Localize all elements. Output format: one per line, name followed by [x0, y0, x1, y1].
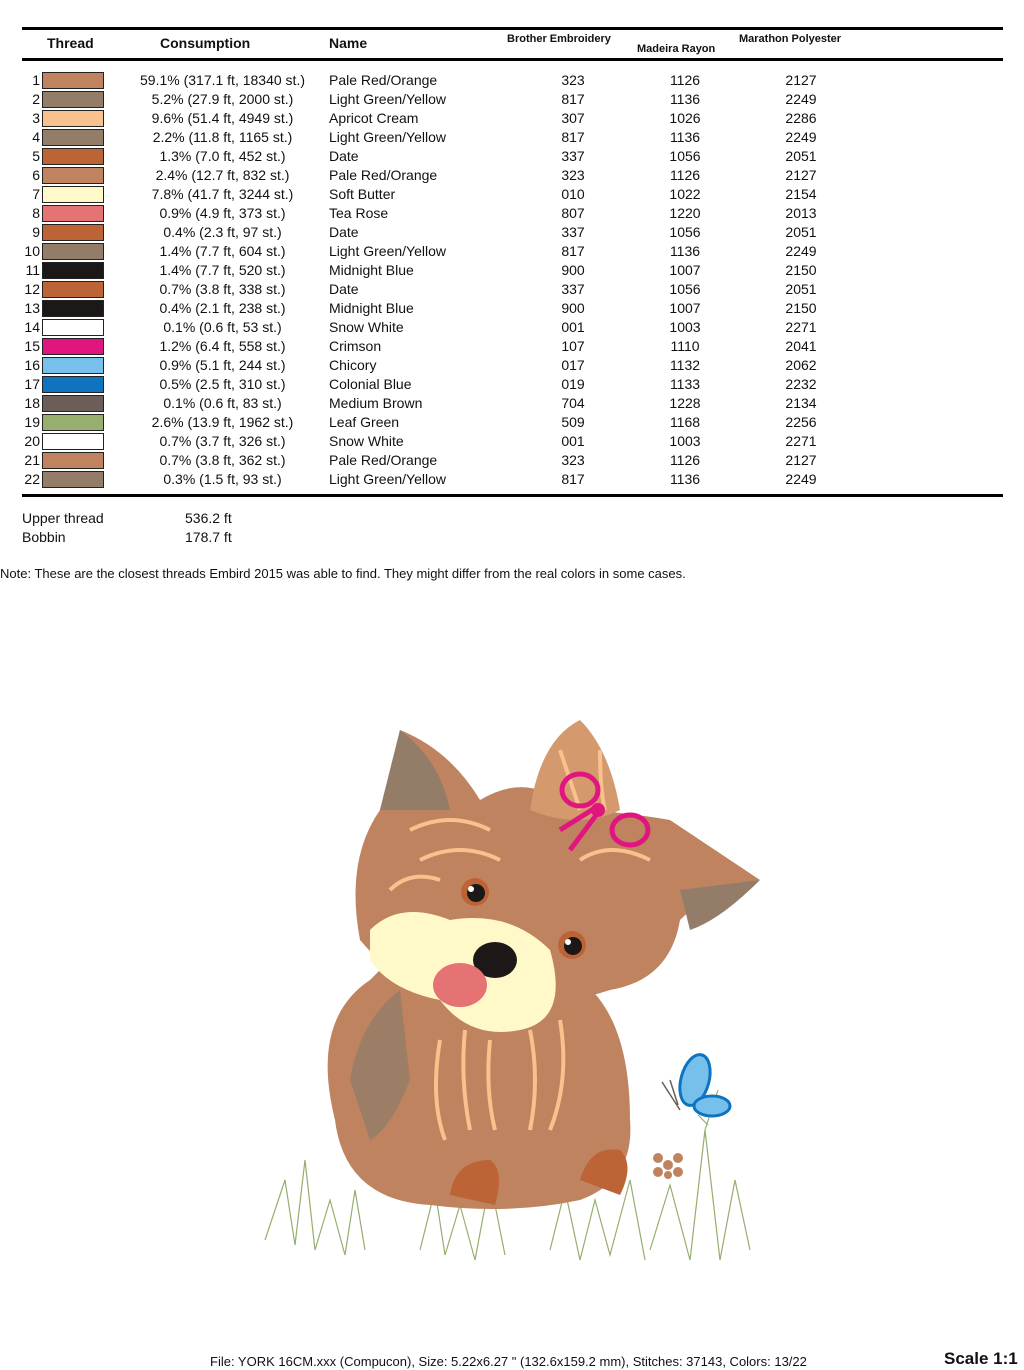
table-row [0, 184, 1024, 203]
madeira-code-cell: 1126 [669, 452, 701, 468]
marathon-code-cell: 2051 [785, 148, 817, 164]
marathon-code-cell: 2271 [785, 319, 817, 335]
thread-number: 19 [24, 414, 40, 430]
table-header-rule [22, 58, 1003, 61]
header-consumption: Consumption [160, 35, 251, 51]
table-row [0, 165, 1024, 184]
thread-name-cell: Midnight Blue [329, 262, 414, 278]
thread-name-cell: Light Green/Yellow [329, 243, 447, 259]
consumption-cell: 0.7% (3.8 ft, 362 st.) [159, 452, 286, 468]
brother-code-cell: 107 [561, 338, 585, 354]
thread-name-cell: Crimson [329, 338, 382, 354]
table-row [0, 279, 1024, 298]
thread-number: 17 [24, 376, 40, 392]
consumption-cell: 0.7% (3.8 ft, 338 st.) [159, 281, 286, 297]
consumption-cell: 1.2% (6.4 ft, 558 st.) [159, 338, 286, 354]
madeira-code-cell: 1003 [669, 433, 701, 449]
marathon-code-cell: 2051 [785, 224, 817, 240]
color-swatch [42, 433, 104, 450]
marathon-code-cell: 2271 [785, 433, 817, 449]
brother-code-cell: 817 [561, 129, 585, 145]
thread-name-cell: Pale Red/Orange [329, 167, 438, 183]
thread-name-cell: Medium Brown [329, 395, 423, 411]
color-swatch [42, 338, 104, 355]
brother-code-cell: 001 [561, 433, 585, 449]
thread-number: 10 [24, 243, 40, 259]
color-swatch [42, 300, 104, 317]
thread-number: 21 [24, 452, 40, 468]
brother-code-cell: 010 [561, 186, 585, 202]
consumption-cell: 0.1% (0.6 ft, 53 st.) [163, 319, 282, 335]
thread-number: 22 [24, 471, 40, 487]
thread-number: 15 [24, 338, 40, 354]
header-thread: Thread [47, 35, 94, 51]
brother-code-cell: 704 [561, 395, 585, 411]
brother-code-cell: 900 [561, 300, 585, 316]
thread-name-cell: Date [329, 281, 359, 297]
color-swatch [42, 319, 104, 336]
table-row [0, 317, 1024, 336]
thread-name-cell: Pale Red/Orange [329, 72, 438, 88]
thread-name-cell: Leaf Green [329, 414, 400, 430]
madeira-code-cell: 1220 [669, 205, 701, 221]
table-bottom-rule [22, 494, 1003, 497]
table-row [0, 70, 1024, 89]
embroidery-preview [250, 660, 770, 1280]
thread-name-cell: Soft Butter [329, 186, 396, 202]
madeira-code-cell: 1133 [669, 376, 701, 392]
marathon-code-cell: 2249 [785, 129, 817, 145]
butterfly-icon [662, 1051, 730, 1116]
madeira-code-cell: 1026 [669, 110, 701, 126]
marathon-code-cell: 2256 [785, 414, 817, 430]
thread-number: 20 [24, 433, 40, 449]
header-brother: Brother Embroidery [507, 33, 611, 45]
thread-name-cell: Date [329, 224, 359, 240]
marathon-code-cell: 2127 [785, 72, 817, 88]
table-row [0, 374, 1024, 393]
madeira-code-cell: 1007 [669, 262, 701, 278]
brother-code-cell: 817 [561, 91, 585, 107]
color-swatch [42, 262, 104, 279]
madeira-code-cell: 1228 [669, 395, 701, 411]
brother-code-cell: 337 [561, 281, 585, 297]
brother-code-cell: 307 [561, 110, 585, 126]
bobbin-value: 178.7 ft [185, 529, 232, 545]
madeira-code-cell: 1007 [669, 300, 701, 316]
madeira-code-cell: 1110 [670, 338, 700, 354]
consumption-cell: 59.1% (317.1 ft, 18340 st.) [140, 72, 305, 88]
tongue-shape [433, 963, 487, 1007]
upper-thread-label: Upper thread [22, 510, 104, 526]
brother-code-cell: 323 [561, 72, 585, 88]
marathon-code-cell: 2286 [785, 110, 817, 126]
color-swatch [42, 148, 104, 165]
table-row [0, 336, 1024, 355]
consumption-cell: 0.4% (2.3 ft, 97 st.) [163, 224, 282, 240]
marathon-code-cell: 2127 [785, 167, 817, 183]
table-row [0, 412, 1024, 431]
consumption-cell: 0.9% (4.9 ft, 373 st.) [159, 205, 286, 221]
consumption-cell: 2.4% (12.7 ft, 832 st.) [155, 167, 290, 183]
madeira-code-cell: 1022 [669, 186, 701, 202]
thread-number: 16 [24, 357, 40, 373]
marathon-code-cell: 2150 [785, 262, 817, 278]
color-swatch [42, 414, 104, 431]
color-swatch [42, 205, 104, 222]
color-swatch [42, 224, 104, 241]
thread-name-cell: Light Green/Yellow [329, 471, 447, 487]
thread-name-cell: Chicory [329, 357, 377, 373]
table-row [0, 393, 1024, 412]
table-row [0, 355, 1024, 374]
madeira-code-cell: 1126 [669, 72, 701, 88]
marathon-code-cell: 2232 [785, 376, 817, 392]
brother-code-cell: 323 [561, 452, 585, 468]
consumption-cell: 1.4% (7.7 ft, 520 st.) [159, 262, 286, 278]
thread-number: 6 [32, 167, 40, 183]
thread-number: 11 [25, 262, 40, 278]
table-row [0, 241, 1024, 260]
header-marathon: Marathon Polyester [739, 33, 842, 45]
marathon-code-cell: 2041 [785, 338, 817, 354]
brother-code-cell: 337 [561, 224, 585, 240]
consumption-cell: 0.1% (0.6 ft, 83 st.) [163, 395, 282, 411]
color-swatch [42, 357, 104, 374]
marathon-code-cell: 2062 [785, 357, 817, 373]
color-swatch [42, 167, 104, 184]
marathon-code-cell: 2249 [785, 91, 817, 107]
color-swatch [42, 91, 104, 108]
consumption-cell: 1.4% (7.7 ft, 604 st.) [159, 243, 286, 259]
madeira-code-cell: 1136 [669, 91, 701, 107]
madeira-code-cell: 1056 [669, 281, 701, 297]
note-text: Note: These are the closest threads Embird 2015 was able to find. They might differ from the real colors in some cases. [0, 566, 686, 581]
thread-name-cell: Pale Red/Orange [329, 452, 438, 468]
marathon-code-cell: 2127 [785, 452, 817, 468]
marathon-code-cell: 2150 [785, 300, 817, 316]
marathon-code-cell: 2134 [785, 395, 817, 411]
consumption-cell: 0.9% (5.1 ft, 244 st.) [159, 357, 286, 373]
color-swatch [42, 72, 104, 89]
file-info: File: YORK 16CM.xxx (Compucon), Size: 5.22x6.27 " (132.6x159.2 mm), Stitches: 37143, Colors: 13/22 [210, 1354, 807, 1369]
table-row [0, 89, 1024, 108]
brother-code-cell: 817 [561, 243, 585, 259]
table-row [0, 203, 1024, 222]
color-swatch [42, 110, 104, 127]
madeira-code-cell: 1056 [669, 148, 701, 164]
thread-name-cell: Midnight Blue [329, 300, 414, 316]
marathon-code-cell: 2249 [785, 471, 817, 487]
thread-number: 9 [32, 224, 40, 240]
brother-code-cell: 807 [561, 205, 585, 221]
consumption-cell: 1.3% (7.0 ft, 452 st.) [159, 148, 286, 164]
marathon-code-cell: 2051 [785, 281, 817, 297]
thread-number: 7 [32, 186, 40, 202]
brother-code-cell: 900 [561, 262, 585, 278]
table-row [0, 108, 1024, 127]
brother-code-cell: 337 [561, 148, 585, 164]
madeira-code-cell: 1003 [669, 319, 701, 335]
bobbin-label: Bobbin [22, 529, 66, 545]
color-swatch [42, 471, 104, 488]
color-swatch [42, 186, 104, 203]
madeira-code-cell: 1136 [669, 471, 701, 487]
thread-number: 13 [24, 300, 40, 316]
madeira-code-cell: 1132 [669, 357, 701, 373]
thread-number: 4 [32, 129, 40, 145]
consumption-cell: 9.6% (51.4 ft, 4949 st.) [151, 110, 294, 126]
thread-number: 14 [24, 319, 40, 335]
header-madeira: Madeira Rayon [637, 43, 716, 55]
table-top-rule [22, 27, 1003, 30]
thread-name-cell: Light Green/Yellow [329, 91, 447, 107]
color-swatch [42, 243, 104, 260]
consumption-cell: 0.3% (1.5 ft, 93 st.) [163, 471, 282, 487]
header-name: Name [329, 35, 368, 51]
color-swatch [42, 452, 104, 469]
thread-name-cell: Snow White [329, 433, 404, 449]
color-swatch [42, 376, 104, 393]
table-row [0, 146, 1024, 165]
madeira-code-cell: 1056 [669, 224, 701, 240]
table-row [0, 222, 1024, 241]
scale-label: Scale 1:1 [944, 1349, 1018, 1368]
color-swatch [42, 129, 104, 146]
thread-number: 5 [32, 148, 40, 164]
table-row [0, 450, 1024, 469]
thread-name-cell: Date [329, 148, 359, 164]
table-row [0, 298, 1024, 317]
table-row [0, 431, 1024, 450]
madeira-code-cell: 1136 [669, 243, 701, 259]
brother-code-cell: 019 [561, 376, 585, 392]
table-row [0, 127, 1024, 146]
madeira-code-cell: 1168 [669, 414, 701, 430]
thread-number: 18 [24, 395, 40, 411]
consumption-cell: 0.7% (3.7 ft, 326 st.) [159, 433, 286, 449]
brother-code-cell: 001 [561, 319, 585, 335]
color-swatch [42, 281, 104, 298]
marathon-code-cell: 2249 [785, 243, 817, 259]
thread-name-cell: Snow White [329, 319, 404, 335]
consumption-cell: 0.4% (2.1 ft, 238 st.) [159, 300, 286, 316]
thread-number: 8 [32, 205, 40, 221]
marathon-code-cell: 2013 [785, 205, 817, 221]
brother-code-cell: 509 [561, 414, 585, 430]
flower-icon [653, 1153, 683, 1179]
marathon-code-cell: 2154 [785, 186, 817, 202]
brother-code-cell: 817 [561, 471, 585, 487]
thread-number: 2 [32, 91, 40, 107]
thread-name-cell: Tea Rose [329, 205, 389, 221]
madeira-code-cell: 1126 [669, 167, 701, 183]
table-row [0, 469, 1024, 488]
upper-thread-value: 536.2 ft [185, 510, 232, 526]
madeira-code-cell: 1136 [669, 129, 701, 145]
thread-name-cell: Colonial Blue [329, 376, 412, 392]
brother-code-cell: 017 [561, 357, 585, 373]
color-swatch [42, 395, 104, 412]
consumption-cell: 0.5% (2.5 ft, 310 st.) [159, 376, 286, 392]
consumption-cell: 5.2% (27.9 ft, 2000 st.) [151, 91, 294, 107]
thread-number: 1 [32, 72, 40, 88]
thread-number: 3 [32, 110, 40, 126]
consumption-cell: 2.6% (13.9 ft, 1962 st.) [151, 414, 294, 430]
table-row [0, 260, 1024, 279]
brother-code-cell: 323 [561, 167, 585, 183]
consumption-cell: 2.2% (11.8 ft, 1165 st.) [152, 129, 293, 145]
thread-number: 12 [24, 281, 40, 297]
thread-name-cell: Apricot Cream [329, 110, 419, 126]
consumption-cell: 7.8% (41.7 ft, 3244 st.) [151, 186, 294, 202]
thread-name-cell: Light Green/Yellow [329, 129, 447, 145]
